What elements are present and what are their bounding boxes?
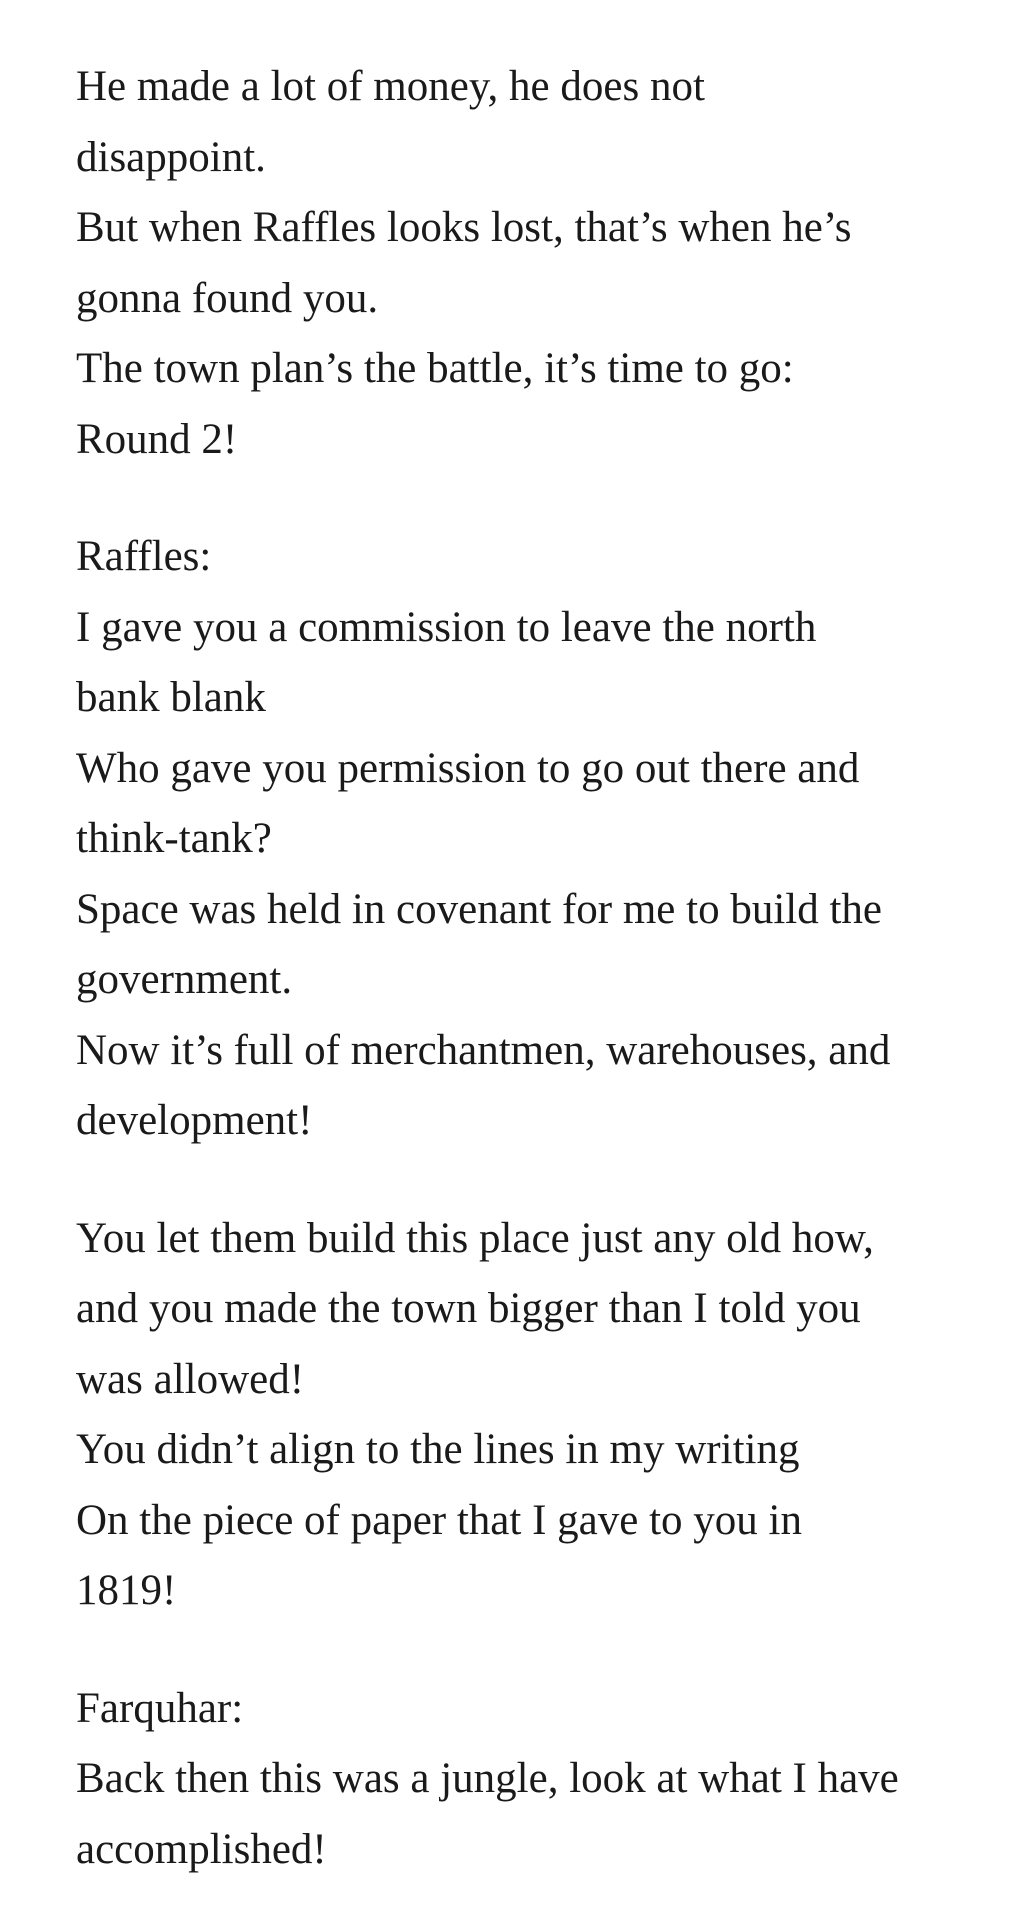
speaker-label: Raffles:	[76, 533, 212, 580]
lyric-line: I gave you a commission to leave the north	[76, 603, 817, 651]
lyric-line: and you made the town bigger than I told you	[76, 1285, 861, 1332]
lyric-line: was allowed!	[76, 1355, 305, 1403]
lyric-line: He made a lot of money, he does not	[76, 63, 705, 110]
lyric-line: disappoint.	[76, 133, 266, 181]
lyric-line: You let them build this place just any old how,	[76, 1214, 874, 1262]
speaker-label: Farquhar:	[76, 1684, 244, 1732]
lyric-line: bank blank	[76, 674, 266, 721]
stanza-4	[76, 1674, 976, 1886]
lyric-line: The town plan’s the battle, it’s time to go:	[76, 345, 794, 392]
stanza-1	[76, 52, 976, 475]
lyric-line: accomplished!	[76, 1825, 327, 1873]
lyric-line: Now it’s full of merchantmen, warehouses, and	[76, 1026, 891, 1074]
lyric-line: gonna found you.	[76, 274, 379, 322]
lyric-line: development!	[76, 1097, 313, 1144]
lyric-line: But when Raffles looks lost, that’s when he’s	[76, 204, 852, 251]
lyric-line: Space was held in covenant for me to build the	[76, 885, 883, 933]
lyrics-document	[76, 52, 976, 1885]
lyric-line: You didn’t align to the lines in my writing	[76, 1426, 800, 1473]
lyric-line: think-tank?	[76, 815, 272, 862]
lyric-line: Back then this was a jungle, look at what I have	[76, 1755, 899, 1802]
stanza-2	[76, 522, 976, 1157]
lyric-line: Round 2!	[76, 415, 238, 463]
lyric-line: Who gave you permission to go out there and	[76, 744, 860, 792]
lyric-line: 1819!	[76, 1567, 177, 1614]
lyric-line: government.	[76, 956, 293, 1003]
stanza-3	[76, 1204, 976, 1627]
lyric-line: On the piece of paper that I gave to you in	[76, 1496, 802, 1544]
